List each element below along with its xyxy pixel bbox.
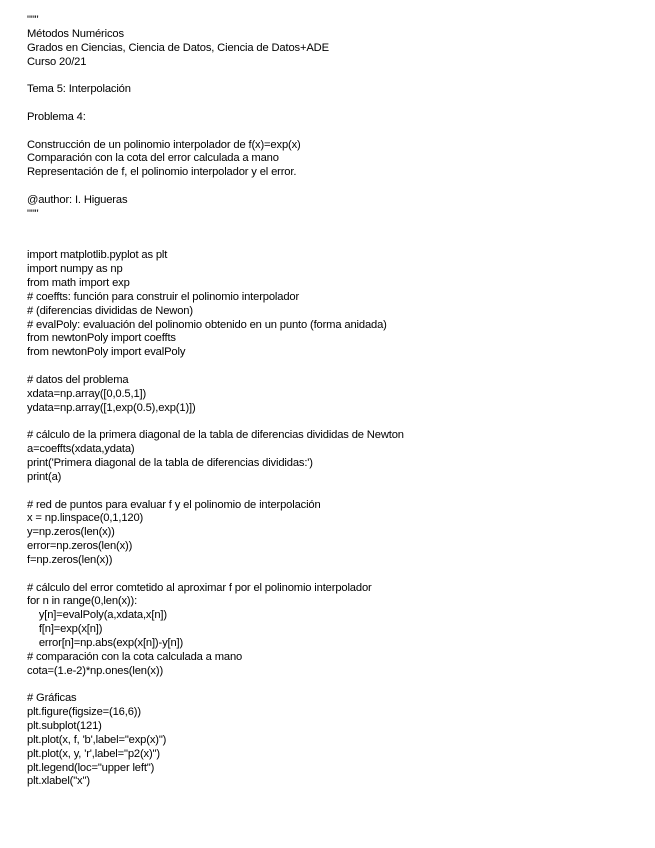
document-line: plt.plot(x, y, 'r',label="p2(x)") [27,747,160,760]
document-line: """ [27,207,39,220]
document-line: # cálculo de la primera diagonal de la tabla de diferencias divididas de Newton [27,429,404,442]
document-line: f=np.zeros(len(x)) [27,553,113,566]
document-line: """ [27,14,39,26]
document-line: from newtonPoly import evalPoly [27,346,186,359]
document-line [27,69,647,83]
document-line: Problema 4: [27,110,86,123]
document-line: print(a) [27,470,62,483]
document-line: from math import exp [27,277,130,290]
document-line: Curso 20/21 [27,55,87,68]
document-line [27,125,647,139]
document-line: @author: I. Higueras [27,193,128,206]
document-line [27,97,647,111]
document-line [27,360,647,374]
document-line: plt.xlabel("x") [27,775,90,788]
document-line: print('Primera diagonal de la tabla de diferencias divididas:') [27,457,313,469]
document-line: # (diferencias divididas de Newon) [27,304,193,317]
document-line: # coeffts: función para construir el polinomio interpolador [27,290,300,303]
document-line: plt.plot(x, f, 'b',label="exp(x)") [27,733,167,746]
document-line: # cálculo del error comtetido al aproximar f por el polinomio interpolador [27,581,372,594]
document-line: cota=(1.e-2)*np.ones(len(x)) [27,664,164,677]
document-line: plt.figure(figsize=(16,6)) [27,706,141,719]
document-page [27,14,647,789]
document-line: f[n]=exp(x[n]) [27,623,103,636]
document-line: Tema 5: Interpolación [27,83,131,96]
document-line: Grados en Ciencias, Ciencia de Datos, Ciencia de Datos+ADE [27,41,329,54]
document-line: ydata=np.array([1,exp(0.5),exp(1)]) [27,401,196,414]
document-line [27,180,647,194]
document-line: Representación de f, el polinomio interpolador y el error. [27,166,297,179]
document-line [27,568,647,582]
document-line: # datos del problema [27,373,129,386]
document-line: Construcción de un polinomio interpolador de f(x)=exp(x) [27,138,301,151]
document-line: error[n]=np.abs(exp(x[n])-y[n]) [27,636,184,649]
document-line [27,222,647,236]
document-line: for n in range(0,len(x)): [27,595,138,608]
document-line: xdata=np.array([0,0.5,1]) [27,387,147,400]
document-line [27,485,647,499]
document-line: import matplotlib.pyplot as plt [27,249,168,262]
document-line [27,679,647,693]
document-line: Métodos Numéricos [27,27,124,40]
document-line: # Gráficas [27,692,77,705]
document-line: plt.legend(loc="upper left") [27,761,155,774]
document-line: x = np.linspace(0,1,120) [27,512,144,525]
document-line: # evalPoly: evaluación del polinomio obtenido en un punto (forma anidada) [27,318,387,331]
document-line: from newtonPoly import coeffts [27,332,176,345]
document-line [27,236,647,250]
document-line: a=coeffts(xdata,ydata) [27,443,135,456]
document-line: plt.subplot(121) [27,720,102,733]
document-line: import numpy as np [27,263,123,276]
document-line: # red de puntos para evaluar f y el polinomio de interpolación [27,498,321,511]
document-line: error=np.zeros(len(x)) [27,540,133,553]
document-line: # comparación con la cota calculada a mano [27,650,243,663]
document-line [27,415,647,429]
document-line: Comparación con la cota del error calculada a mano [27,152,279,165]
document-line: y[n]=evalPoly(a,xdata,x[n]) [27,609,167,622]
document-line: y=np.zeros(len(x)) [27,526,115,539]
